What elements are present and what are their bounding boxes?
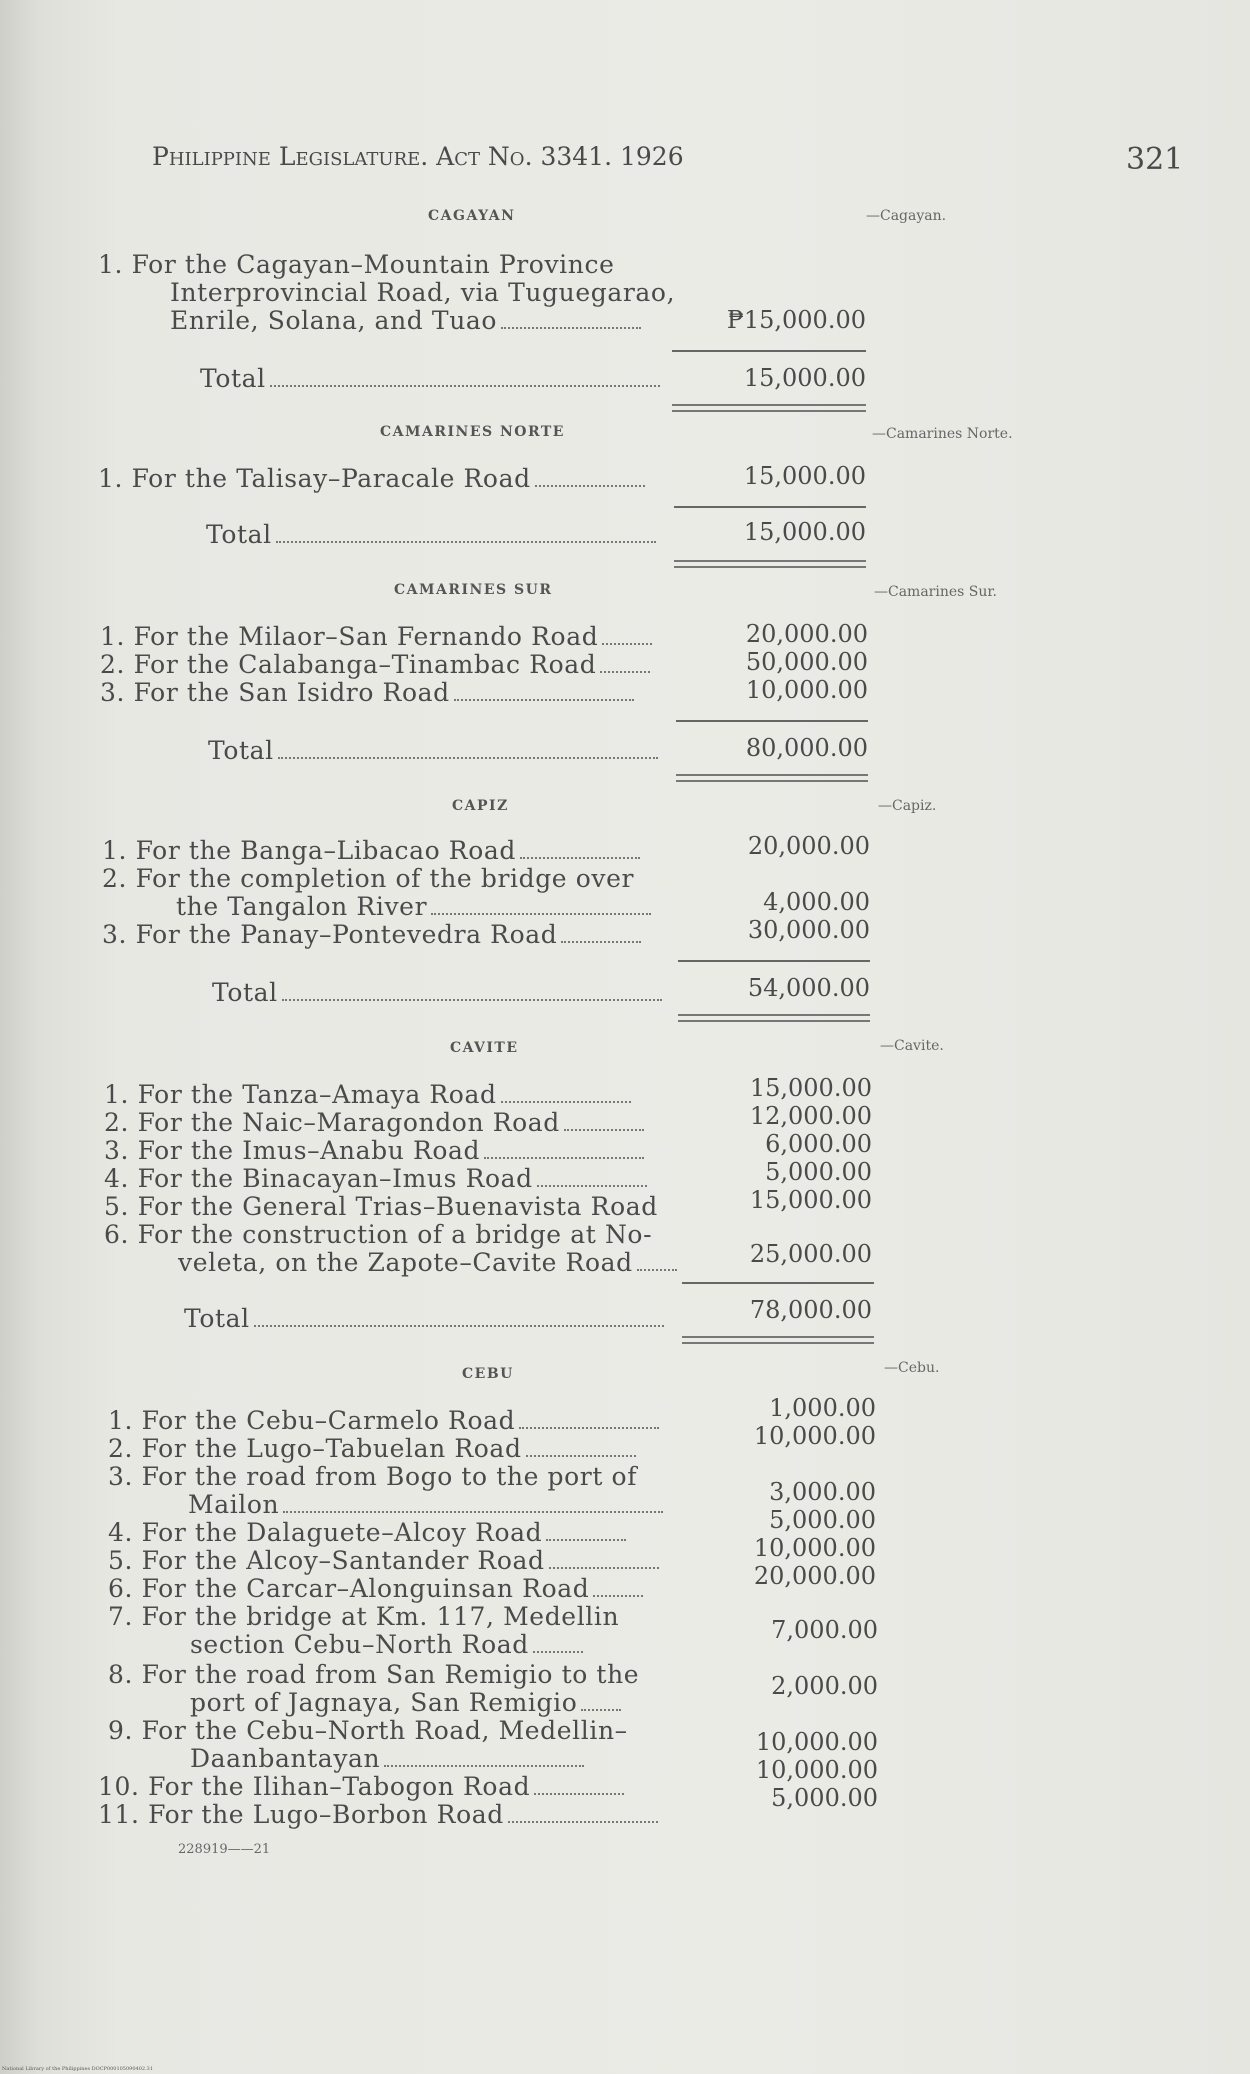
section-heading-capiz: CAPIZ — [452, 798, 509, 814]
total-double-rule — [678, 1014, 870, 1022]
item-line: 11. For the Lugo–Borbon Road — [98, 1800, 658, 1829]
item-line: 1. For the Tanza–Amaya Road — [104, 1080, 631, 1109]
item-amount: 15,000.00 — [749, 1186, 872, 1214]
item-amount: 15,000.00 — [743, 462, 866, 490]
item-line: Mailon — [188, 1490, 663, 1519]
item-amount: 50,000.00 — [745, 648, 868, 676]
margin-note-cebu: —Cebu. — [884, 1360, 940, 1376]
item-amount: 25,000.00 — [749, 1240, 872, 1268]
section-heading-cebu: CEBU — [462, 1366, 514, 1382]
item-line: 3. For the Imus–Anabu Road — [104, 1136, 644, 1165]
item-line: 4. For the Binacayan–Imus Road — [104, 1164, 647, 1193]
item-amount: 7,000.00 — [771, 1616, 878, 1644]
leader-dots — [484, 1151, 644, 1159]
leader-dots — [533, 1645, 583, 1653]
leader-dots — [519, 1421, 659, 1429]
item-line: 3. For the road from Bogo to the port of — [108, 1462, 638, 1491]
section-heading-cavite: CAVITE — [450, 1040, 519, 1056]
sum-rule — [676, 720, 868, 722]
margin-note-cavite: —Cavite. — [880, 1038, 944, 1054]
total-double-rule — [672, 404, 866, 412]
item-line: 3. For the San Isidro Road — [100, 678, 634, 707]
item-amount: 10,000.00 — [753, 1422, 876, 1450]
item-line: 1. For the Talisay–Paracale Road — [98, 464, 645, 493]
item-line: 7. For the bridge at Km. 117, Medellin — [108, 1602, 620, 1631]
total-label: Total — [206, 520, 656, 549]
sum-rule — [672, 350, 866, 352]
item-line: 2. For the Lugo–Tabuelan Road — [108, 1434, 636, 1463]
leader-dots — [254, 1319, 664, 1327]
section-heading-camarines-norte: CAMARINES NORTE — [380, 424, 565, 440]
leader-dots — [546, 1533, 626, 1541]
item-amount: 10,000.00 — [755, 1728, 878, 1756]
running-header: Philippine Legislature. Act No. 3341. 1926 — [152, 142, 684, 171]
leader-dots — [526, 1449, 636, 1457]
leader-dots — [501, 1095, 631, 1103]
item-amount: 5,000.00 — [769, 1506, 876, 1534]
leader-dots — [283, 1505, 663, 1513]
total-amount: 78,000.00 — [749, 1296, 872, 1324]
item-line: 2. For the Naic–Maragondon Road — [104, 1108, 644, 1137]
item-line: 1. For the Cebu–Carmelo Road — [108, 1406, 659, 1435]
leader-dots — [593, 1589, 643, 1597]
leader-dots — [564, 1123, 644, 1131]
margin-note-camarines-norte: —Camarines Norte. — [872, 426, 1013, 442]
total-amount: 15,000.00 — [743, 364, 866, 392]
item-amount: 30,000.00 — [747, 916, 870, 944]
item-amount: 12,000.00 — [749, 1102, 872, 1130]
item-amount: 2,000.00 — [771, 1672, 878, 1700]
item-amount: 20,000.00 — [747, 832, 870, 860]
item-line: 2. For the Calabanga–Tinambac Road — [100, 650, 650, 679]
item-amount: 20,000.00 — [745, 620, 868, 648]
item-line: the Tangalon River — [176, 892, 651, 921]
total-amount: 54,000.00 — [747, 974, 870, 1002]
item-amount: ₱15,000.00 — [726, 306, 866, 334]
leader-dots — [508, 1815, 658, 1823]
total-double-rule — [674, 560, 866, 568]
item-line: 3. For the Panay–Pontevedra Road — [102, 920, 641, 949]
leader-dots — [454, 693, 634, 701]
leader-dots — [535, 479, 645, 487]
leader-dots — [549, 1561, 659, 1569]
item-amount: 5,000.00 — [765, 1158, 872, 1186]
total-amount: 15,000.00 — [743, 518, 866, 546]
margin-note-cagayan: —Cagayan. — [866, 208, 947, 224]
leader-dots — [637, 1263, 677, 1271]
leader-dots — [431, 907, 651, 915]
item-amount: 6,000.00 — [765, 1130, 872, 1158]
item-line: Daanbantayan — [190, 1744, 584, 1773]
leader-dots — [602, 637, 652, 645]
leader-dots — [520, 851, 640, 859]
scan-credit: National Library of the Philippines DOCP000105090402.31 — [2, 2066, 154, 2072]
total-label: Total — [212, 978, 662, 1007]
item-line: 5. For the Alcoy–Santander Road — [108, 1546, 659, 1575]
item-line: 6. For the construction of a bridge at No- — [104, 1220, 653, 1249]
item-line: veleta, on the Zapote–Cavite Road — [178, 1248, 677, 1277]
item-line: port of Jagnaya, San Remigio — [190, 1688, 621, 1717]
item-line: Interprovincial Road, via Tuguegarao, — [170, 278, 676, 307]
item-amount: 3,000.00 — [769, 1478, 876, 1506]
leader-dots — [534, 1787, 624, 1795]
total-double-rule — [676, 774, 868, 782]
item-amount: 10,000.00 — [753, 1534, 876, 1562]
leader-dots — [600, 665, 650, 673]
leader-dots — [561, 935, 641, 943]
leader-dots — [278, 751, 658, 759]
item-line: 4. For the Dalaguete–Alcoy Road — [108, 1518, 626, 1547]
printer-signature: 228919——21 — [178, 1842, 271, 1857]
item-line: section Cebu–North Road — [190, 1630, 583, 1659]
item-line: Enrile, Solana, and Tuao — [170, 306, 641, 335]
total-label: Total — [208, 736, 658, 765]
margin-note-capiz: —Capiz. — [878, 798, 937, 814]
section-heading-camarines-sur: CAMARINES SUR — [394, 582, 553, 598]
item-line: 5. For the General Trias–Buenavista Road — [104, 1192, 658, 1221]
item-line: 1. For the Banga–Libacao Road — [102, 836, 640, 865]
margin-note-camarines-sur: —Camarines Sur. — [874, 584, 997, 600]
total-label: Total — [200, 364, 660, 393]
leader-dots — [270, 379, 660, 387]
sum-rule — [682, 1282, 874, 1284]
sum-rule — [678, 960, 870, 962]
item-line: 9. For the Cebu–North Road, Medellin– — [108, 1716, 628, 1745]
item-line: 6. For the Carcar–Alonguinsan Road — [108, 1574, 643, 1603]
leader-dots — [282, 993, 662, 1001]
leader-dots — [581, 1703, 621, 1711]
item-line: 10. For the Ilihan–Tabogon Road — [98, 1772, 624, 1801]
total-amount: 80,000.00 — [745, 734, 868, 762]
item-amount: 15,000.00 — [749, 1074, 872, 1102]
item-line: 1. For the Cagayan–Mountain Province — [98, 250, 615, 279]
leader-dots — [276, 535, 656, 543]
total-double-rule — [682, 1336, 874, 1344]
item-amount: 20,000.00 — [753, 1562, 876, 1590]
item-line: 8. For the road from San Remigio to the — [108, 1660, 640, 1689]
item-amount: 5,000.00 — [771, 1784, 878, 1812]
item-amount: 4,000.00 — [763, 888, 870, 916]
item-amount: 10,000.00 — [745, 676, 868, 704]
item-amount: 10,000.00 — [755, 1756, 878, 1784]
item-line: 2. For the completion of the bridge over — [102, 864, 635, 893]
item-amount: 1,000.00 — [769, 1394, 876, 1422]
sum-rule — [674, 506, 866, 508]
leader-dots — [501, 321, 641, 329]
page-number: 321 — [1126, 142, 1184, 177]
item-line: 1. For the Milaor–San Fernando Road — [100, 622, 652, 651]
total-label: Total — [184, 1304, 664, 1333]
section-heading-cagayan: CAGAYAN — [428, 208, 516, 224]
leader-dots — [537, 1179, 647, 1187]
leader-dots — [384, 1759, 584, 1767]
